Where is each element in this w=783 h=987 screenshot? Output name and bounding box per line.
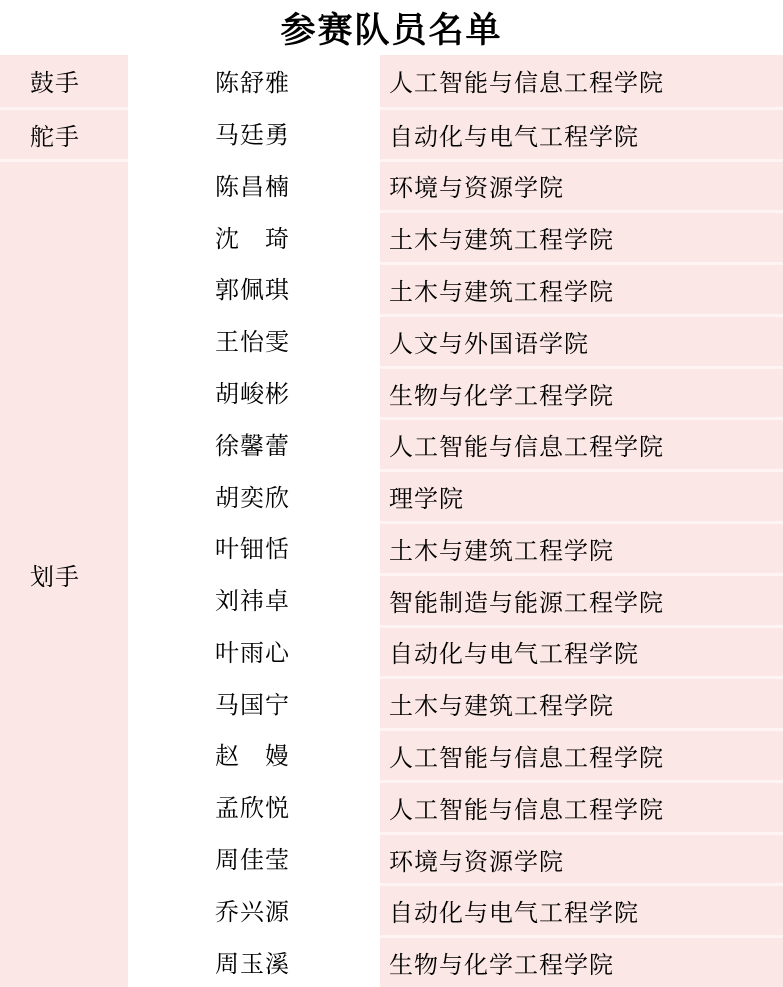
member-college-cell: 自动化与电气工程学院 (380, 625, 783, 677)
role-cell: 鼓手 (0, 55, 128, 107)
member-name-cell: 叶雨心 (215, 640, 290, 667)
roster-table (0, 55, 783, 987)
member-college-cell: 人文与外国语学院 (380, 314, 783, 366)
member-name-cell: 胡奕欣 (215, 485, 290, 512)
member-college-cell: 生物与化学工程学院 (380, 366, 783, 418)
member-name-cell: 周佳莹 (215, 848, 290, 875)
member-name-cell: 孟欣悦 (215, 796, 290, 823)
member-college-cell: 智能制造与能源工程学院 (380, 573, 783, 625)
member-name-cell: 陈舒雅 (215, 71, 290, 98)
member-college-cell: 环境与资源学院 (380, 832, 783, 884)
member-name-cell: 陈昌楠 (215, 174, 290, 201)
member-name-cell: 马廷勇 (215, 123, 290, 150)
member-college-cell: 人工智能与信息工程学院 (380, 417, 783, 469)
member-name-cell: 马国宁 (215, 692, 290, 719)
member-name-cell: 乔兴源 (215, 899, 290, 926)
role-cell: 划手 (0, 159, 128, 987)
page-title: 参赛队员名单 (280, 10, 503, 50)
member-college-cell: 环境与资源学院 (380, 159, 783, 211)
member-college-cell: 生物与化学工程学院 (380, 935, 783, 987)
member-name-cell: 王怡雯 (215, 330, 290, 357)
member-college-cell: 土木与建筑工程学院 (380, 676, 783, 728)
member-name-cell: 叶钿恬 (215, 537, 290, 564)
member-name-cell: 刘祎卓 (215, 589, 290, 616)
member-college-cell: 土木与建筑工程学院 (380, 262, 783, 314)
member-college-cell: 理学院 (380, 469, 783, 521)
member-name-cell: 徐馨蕾 (215, 433, 290, 460)
member-name-cell: 胡峻彬 (215, 382, 290, 409)
member-college-cell: 土木与建筑工程学院 (380, 521, 783, 573)
member-college-cell: 自动化与电气工程学院 (380, 107, 783, 159)
member-college-cell: 人工智能与信息工程学院 (380, 780, 783, 832)
member-college-cell: 人工智能与信息工程学院 (380, 55, 783, 107)
member-name-cell: 沈 琦 (215, 226, 290, 253)
member-name-cell: 郭佩琪 (215, 278, 290, 305)
member-college-cell: 自动化与电气工程学院 (380, 883, 783, 935)
member-name-cell: 赵 嫚 (215, 744, 290, 771)
member-name-cell: 周玉溪 (215, 951, 290, 978)
role-cell: 舵手 (0, 107, 128, 159)
member-college-cell: 土木与建筑工程学院 (380, 210, 783, 262)
member-college-cell: 人工智能与信息工程学院 (380, 728, 783, 780)
